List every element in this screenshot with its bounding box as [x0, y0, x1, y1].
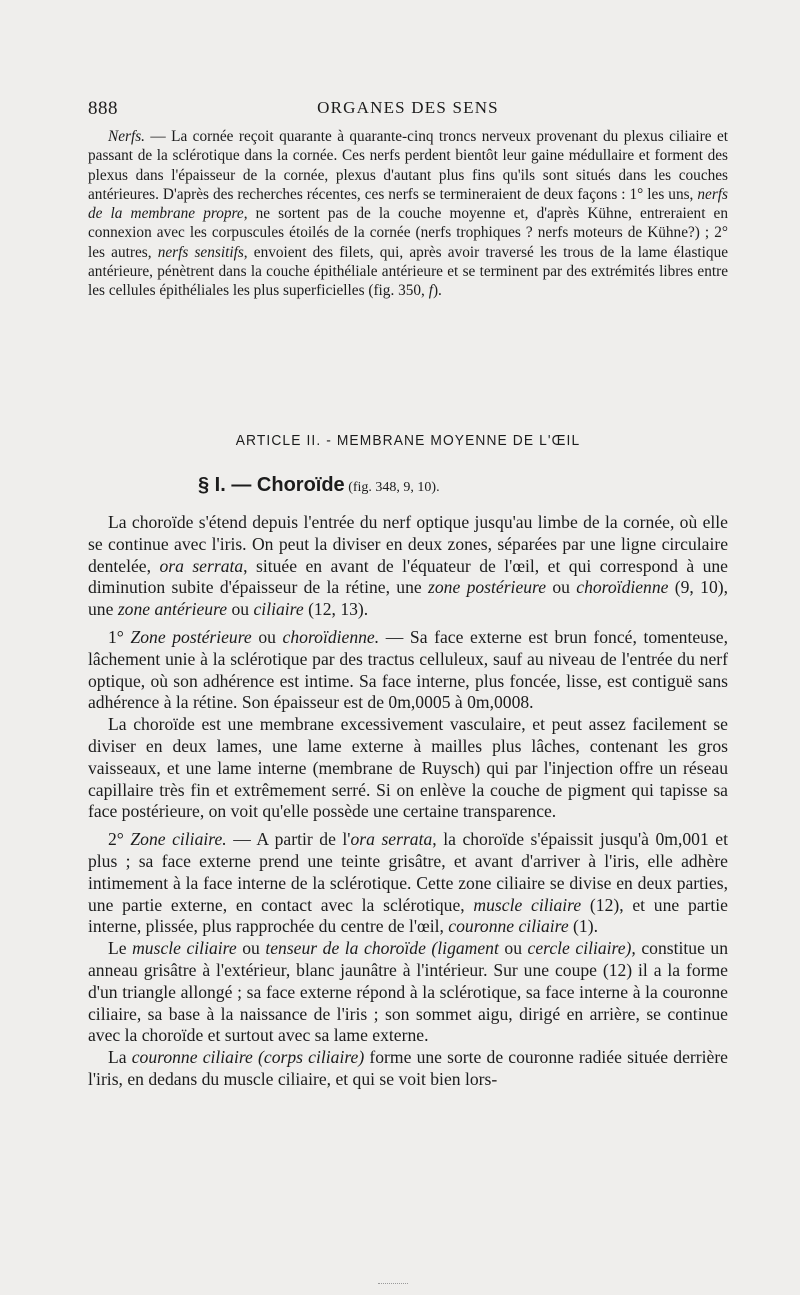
italic-term: muscle ciliaire — [473, 894, 582, 915]
text-run: , la choroïde s'épaissit jusqu'à 0m,001 et plus ; sa face externe prend une teinte grisâtre, et avant d'arriver à l'iris, elle adhère intimement à la face interne de la sclérotique. Cette zone ciliaire se divise en deux parties, une partie externe, en contact avec la sclérotique, — [88, 829, 728, 915]
italic-term: couronne ciliaire — [448, 916, 569, 937]
italic-term: cercle ciliaire), — [527, 938, 636, 959]
ciliary-muscle-paragraph — [88, 938, 728, 1047]
section-title: § I. — Choroïde — [198, 474, 345, 496]
choroid-text — [88, 512, 728, 1097]
italic-term: tenseur de la choroïde (ligament — [265, 938, 499, 959]
italic-term: nerfs de la membrane propre — [88, 185, 728, 223]
italic-term: ora serrata — [350, 829, 433, 850]
text-run: ou — [251, 626, 283, 647]
ciliary-crown-paragraph — [88, 1047, 728, 1091]
nerves-paragraph — [88, 127, 728, 301]
text-run: (12), et une partie interne, plissée, plus rapprochée du centre de l'œil, — [88, 894, 728, 937]
text-run: (12, 13). — [303, 599, 369, 620]
print-speck — [378, 1283, 408, 1286]
nerves-section — [88, 127, 728, 301]
italic-term: f — [428, 282, 433, 300]
section-heading — [198, 474, 698, 497]
text-run: forme une sorte de couronne radiée située derrière l'iris, en dedans du muscle ciliaire, et qui se voit bien lors- — [88, 1047, 728, 1089]
text-run: 2° — [108, 829, 131, 850]
text-run: (1). — [568, 916, 598, 937]
italic-term: nerfs sensitifs — [157, 243, 244, 261]
text-run: ou — [498, 938, 528, 959]
text-run: 1° — [108, 626, 131, 647]
italic-term: choroïdienne. — [282, 626, 380, 647]
article-heading: ARTICLE II. - MEMBRANE MOYENNE DE L'ŒIL — [235, 432, 581, 449]
text-run: La choroïde est une membrane excessivement vasculaire, et peut assez facilement se diviser en deux lames, une lame externe à mailles plus lâches, contenant les gros vaisseaux, et une lame interne (membrane de Ruysch) qui par l'injection offre un réseau capillaire très fin et extrêmement serré. Si on enlève la couche de pigment qui tapisse sa face postérieure, on voit qu'elle possède une certaine transparence. — [88, 714, 728, 822]
text-run: constitue un anneau grisâtre à l'extérieur, blanc jaunâtre à l'intérieur. Sur une coupe (12) il a la forme d'un triangle allongé ; sa face externe répond à la sclérotique, sa face interne à la couronne ciliaire, sa base à la naissance de l'iris ; son sommet aigu, dirigé en arrière, se continue avec la choroïde et surtout avec sa lame externe. — [88, 938, 729, 1046]
page-header — [88, 98, 728, 122]
italic-term: couronne ciliaire (corps ciliaire) — [131, 1047, 365, 1068]
text-run: ou — [236, 938, 266, 959]
nerves-lead: Nerfs. — [108, 128, 145, 145]
section-figure-ref: (fig. 348, 9, 10). — [344, 480, 440, 495]
text-run: La choroïde s'étend depuis l'entrée du nerf optique jusqu'au limbe de la cornée, où elle se continue avec l'iris. On peut la diviser en deux zones, séparées par une ligne circulaire dentelée, — [88, 512, 728, 576]
text-run: — La cornée reçoit quarante à quarante-cinq troncs nerveux provenant du plexus ciliaire et passant de la sclérotique dans la cornée. Ces nerfs perdent bientôt leur gaine médullaire et forment des plexus dans l'épaisseur de la cornée, plexus d'autant plus fins qu'ils sont situés dans les couches antérieures. D'après des recherches récentes, ces nerfs se termineraient de deux façons : 1° les uns, — [88, 128, 728, 203]
italic-term: ora serrata — [159, 555, 244, 576]
vascular-paragraph — [88, 714, 728, 823]
text-run: , située en avant de l'équateur de l'œil, et qui correspond à une diminution subite d'épaisseur de la rétine, une — [88, 555, 728, 598]
italic-term: Zone postérieure — [130, 626, 252, 647]
italic-term: ciliaire — [253, 599, 304, 620]
italic-term: zone postérieure — [428, 577, 547, 598]
text-run: — Sa face externe est brun foncé, tomenteuse, lâchement unie à la sclérotique par des tractus celluleux, sauf au niveau de l'entrée du nerf optique, où son adhérence est intime. Sa face interne, plus foncée, lisse, est contiguë sans adhérence à la rétine. Son épaisseur est de 0m,0005 à 0m,0008. — [88, 626, 729, 713]
italic-term: zone antérieure — [117, 599, 228, 620]
italic-term: muscle ciliaire — [132, 938, 237, 959]
text-run: , envoient des filets, qui, après avoir traversé les trous de la lame élastique antérieure, pénètrent dans la couche épithéliale antérieure et se terminent par des extrémités libres entre les cellules épithéliales les plus superficielles (fig. 350, — [88, 243, 729, 300]
intro-paragraph — [88, 512, 728, 621]
italic-term: Zone ciliaire. — [130, 829, 227, 850]
text-run: La — [108, 1047, 132, 1068]
text-run: ). — [432, 282, 442, 300]
ciliary-zone-paragraph — [88, 829, 728, 938]
text-run: ou — [227, 599, 254, 620]
text-run: Le — [108, 938, 133, 959]
text-run: , ne sortent pas de la couche moyenne et, d'après Kühne, entreraient en connexion avec les corpuscules étoilés de la cornée (nerfs trophiques ? nerfs moteurs de Kühne?) ; 2° les autres, — [88, 205, 728, 261]
page-number: 888 — [88, 98, 118, 119]
posterior-zone-paragraph — [88, 627, 728, 714]
italic-term: choroïdienne — [576, 577, 669, 598]
text-run: — A partir de l' — [226, 829, 351, 850]
text-run: ou — [546, 577, 577, 598]
text-run: (9, 10), une — [88, 577, 728, 620]
running-title: ORGANES DES SENS — [317, 98, 499, 117]
